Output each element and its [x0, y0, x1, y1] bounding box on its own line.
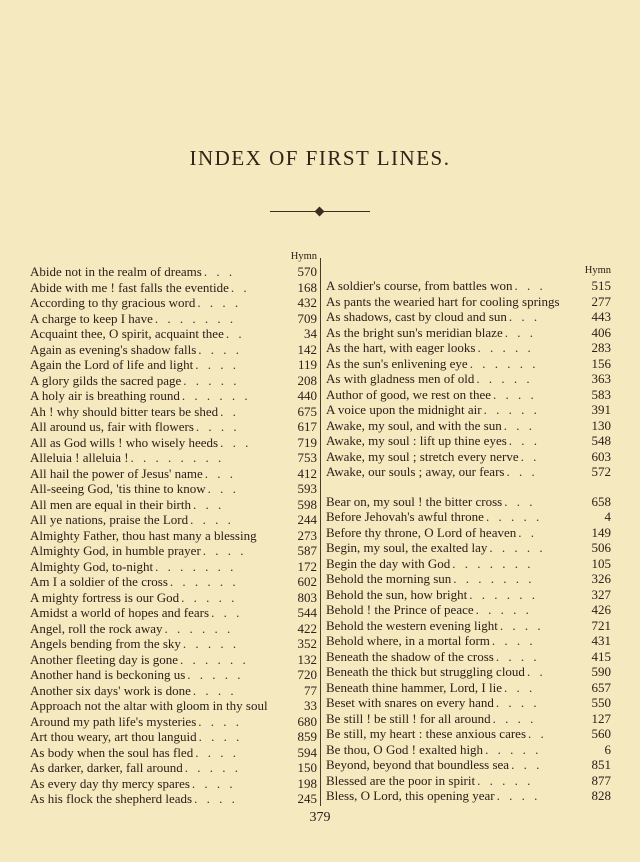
- first-line-text: A charge to keep I have: [30, 310, 153, 326]
- dot-leader: . . . . . . .: [154, 310, 237, 326]
- index-entry: [30, 760, 317, 776]
- first-line-text: As body when the soul has fled: [30, 744, 194, 760]
- dot-leader: . . . . .: [184, 760, 241, 775]
- first-line-text: All as God wills ! who wisely heeds: [30, 434, 219, 450]
- dot-leader: . . . .: [491, 633, 536, 648]
- first-line-text: Beset with snares on every hand: [326, 695, 494, 710]
- first-line-text: Around my path life's mysteries: [30, 713, 197, 729]
- index-entry: [326, 742, 611, 758]
- first-line-text: A soldier's course, from battles won: [326, 278, 513, 293]
- hymn-number: 363: [591, 371, 611, 386]
- first-line-text: Blessed are the poor in spirit: [326, 772, 476, 788]
- hymn-number: 675: [297, 403, 317, 419]
- index-entry: [30, 342, 317, 358]
- first-line-text: Before thy throne, O Lord of heaven: [326, 524, 517, 540]
- dot-leader: . . . .: [493, 386, 537, 402]
- hymn-number: 550: [591, 695, 611, 710]
- index-entry: [30, 435, 317, 451]
- dot-leader: . . . .: [194, 791, 238, 806]
- hymn-number: 127: [591, 710, 611, 726]
- hymn-number: 570: [297, 264, 317, 279]
- hymn-column-label-right: Hymn: [584, 265, 611, 276]
- index-entry: [326, 788, 611, 804]
- hymn-number: 720: [297, 667, 317, 682]
- first-line-text: Again the Lord of life and light: [30, 357, 194, 372]
- first-line-text: Behold the sun, how bright: [326, 586, 468, 602]
- first-line-text: As darker, darker, fall around: [30, 760, 183, 775]
- first-line-text: Another six days' work is done: [30, 682, 191, 698]
- hymn-number: 719: [297, 434, 317, 450]
- index-entry: [326, 309, 611, 325]
- hymn-number: 709: [297, 310, 317, 326]
- first-line-text: All around us, fair with flowers: [30, 419, 194, 434]
- first-line-text: Almighty God, in humble prayer: [30, 543, 201, 558]
- title-rule-ornament: [315, 207, 325, 217]
- first-line-text: All men are equal in their birth: [30, 496, 192, 512]
- hymn-number: 515: [591, 278, 611, 293]
- dot-leader: . . . .: [195, 744, 239, 760]
- index-entry: [30, 559, 317, 575]
- hymn-column-label: [326, 250, 611, 264]
- dot-leader: . . . . .: [181, 589, 238, 605]
- index-entry: [326, 418, 611, 434]
- hymn-number: 851: [591, 757, 611, 772]
- dot-leader: . . .: [193, 496, 225, 512]
- index-entry: [326, 711, 611, 727]
- first-line-text: Begin the day with God: [326, 555, 451, 571]
- dot-leader: . . . . . .: [164, 620, 234, 636]
- section-gap: [326, 480, 611, 494]
- index-entry: [326, 433, 611, 449]
- dot-leader: . . . .: [195, 419, 240, 434]
- index-entry: [30, 264, 317, 280]
- hymn-number: 33: [304, 698, 317, 713]
- dot-leader: . . . . . .: [469, 586, 538, 602]
- hymn-number: 391: [591, 402, 611, 417]
- dot-leader: . . . .: [198, 713, 243, 729]
- hymn-number: 352: [297, 636, 317, 651]
- index-entry: [30, 636, 317, 652]
- first-line-text: Angels bending from the sky: [30, 636, 181, 651]
- hymn-number: 594: [297, 744, 317, 760]
- first-line-text: A mighty fortress is our God: [30, 589, 180, 605]
- index-entry: [30, 357, 317, 373]
- index-entry: [30, 512, 317, 528]
- index-entry: [326, 633, 611, 649]
- index-entry: [326, 356, 611, 372]
- dot-leader: . . .: [504, 679, 536, 695]
- hymn-number: 572: [591, 464, 611, 479]
- first-line-text: Beneath thine hammer, Lord, I lie: [326, 679, 503, 695]
- first-line-text: Behold where, in a mortal form: [326, 633, 490, 648]
- first-line-text: Before Jehovah's awful throne: [326, 509, 484, 524]
- hymn-number: 244: [297, 512, 317, 527]
- dot-leader: . . . .: [192, 682, 237, 698]
- hymn-number: 593: [297, 481, 317, 496]
- hymn-number: 34: [304, 326, 317, 341]
- first-line-text: Angel, roll the rock away: [30, 620, 163, 636]
- index-entry: [30, 404, 317, 420]
- hymn-number: 803: [297, 589, 317, 605]
- hymn-number: 4: [604, 509, 611, 524]
- column-divider: [320, 258, 321, 806]
- dot-leader: . . . .: [495, 648, 540, 664]
- index-entry: [30, 621, 317, 637]
- dot-leader: . . . . .: [485, 741, 542, 757]
- index-entry: [30, 745, 317, 761]
- dot-leader: . . . . .: [485, 509, 543, 524]
- hymn-number: 877: [591, 772, 611, 788]
- dot-leader: . . . . .: [489, 540, 546, 555]
- hymn-number: 431: [591, 633, 611, 648]
- first-line-text: Behold the western evening light: [326, 617, 498, 633]
- first-line-text: Be still ! be still ! for all around: [326, 710, 491, 726]
- hymn-number: 598: [297, 496, 317, 512]
- dot-leader: . . . .: [198, 341, 243, 357]
- dot-leader: . . . .: [495, 695, 540, 710]
- index-entry: [30, 528, 317, 544]
- hymn-number: 658: [591, 493, 611, 509]
- dot-leader: . . .: [203, 264, 236, 279]
- index-entry: [30, 295, 317, 311]
- dot-leader: . . . .: [191, 775, 236, 791]
- hymn-number: 753: [297, 450, 317, 465]
- hymn-number: 149: [591, 524, 611, 540]
- index-entry: [30, 326, 317, 342]
- dot-leader: . . .: [504, 493, 536, 509]
- first-line-text: Author of good, we rest on thee: [326, 386, 491, 402]
- dot-leader: . . .: [204, 465, 236, 481]
- index-entry: [326, 618, 611, 634]
- hymn-number: 590: [591, 664, 611, 679]
- left-index-list: [30, 264, 317, 807]
- index-entry: [326, 540, 611, 556]
- first-line-text: Am I a soldier of the cross: [30, 574, 168, 589]
- first-line-text: Ah ! why should bitter tears be shed: [30, 403, 219, 419]
- hymn-number: 245: [297, 791, 317, 806]
- index-entry: [326, 294, 611, 310]
- dot-leader: . . . . . .: [469, 355, 539, 371]
- index-entry: [30, 388, 317, 404]
- dot-leader: . . .: [207, 481, 239, 496]
- hymn-number: 859: [297, 729, 317, 744]
- dot-leader: . .: [528, 726, 547, 741]
- first-line-text: As pants the wearied hart for cooling springs: [326, 293, 560, 309]
- first-line-text: Amidst a world of hopes and fears: [30, 605, 210, 620]
- dot-leader: . . . . .: [477, 772, 534, 788]
- first-line-text: Beneath the shadow of the cross: [326, 648, 494, 664]
- page-number: 379: [309, 810, 331, 825]
- dot-leader: . . . . . . .: [452, 555, 534, 571]
- hymn-number: 721: [591, 617, 611, 633]
- index-entry: [30, 280, 317, 296]
- first-line-text: Be still, my heart : these anxious cares: [326, 726, 527, 741]
- hymn-number: 412: [297, 465, 317, 481]
- index-entry: [326, 695, 611, 711]
- index-entry: [30, 714, 317, 730]
- index-entry: [30, 497, 317, 513]
- index-entry: [30, 605, 317, 621]
- first-line-text: Acquaint thee, O spirit, acquaint thee: [30, 326, 224, 341]
- first-line-text: Art thou weary, art thou languid: [30, 729, 197, 744]
- dot-leader: . .: [518, 524, 537, 540]
- index-entry: [326, 494, 611, 510]
- first-line-text: As shadows, cast by cloud and sun: [326, 309, 507, 324]
- hymn-number: 657: [591, 679, 611, 695]
- first-line-text: As the bright sun's meridian blaze: [326, 324, 503, 340]
- dot-leader: . . .: [211, 605, 243, 620]
- hymn-number: 544: [297, 605, 317, 620]
- index-entry: [30, 683, 317, 699]
- first-line-text: Another hand is beckoning us: [30, 667, 186, 682]
- index-entry: [326, 387, 611, 403]
- first-line-text: Be thou, O God ! exalted high: [326, 741, 484, 757]
- left-column: [30, 250, 317, 807]
- hymn-number: 583: [591, 386, 611, 402]
- first-line-text: Abide not in the realm of dreams: [30, 264, 202, 279]
- dot-leader: . .: [520, 448, 540, 464]
- first-line-text: As with gladness men of old: [326, 371, 475, 386]
- hymn-number: 560: [591, 726, 611, 741]
- right-index-list-b: [326, 494, 611, 804]
- first-line-text: Bless, O Lord, this opening year: [326, 788, 495, 803]
- dot-leader: . . . .: [202, 543, 247, 558]
- dot-leader: . . .: [511, 757, 543, 772]
- hymn-number: 327: [591, 586, 611, 602]
- dot-leader: . . . .: [198, 729, 243, 744]
- index-entry: [326, 726, 611, 742]
- dot-leader: . .: [225, 326, 245, 341]
- hymn-number: 6: [604, 741, 611, 757]
- first-line-text: Again as evening's shadow falls: [30, 341, 197, 357]
- first-line-text: Bear on, my soul ! the bitter cross: [326, 493, 503, 509]
- hymn-number: 602: [297, 574, 317, 589]
- page-title: INDEX OF FIRST LINES.: [189, 146, 451, 170]
- hymn-number: 548: [591, 433, 611, 448]
- index-entry: [326, 509, 611, 525]
- first-line-text: Awake, our souls ; away, our fears: [326, 464, 505, 479]
- first-line-text: As the hart, with eager looks: [326, 340, 476, 355]
- index-entry: [326, 649, 611, 665]
- index-entry: [326, 402, 611, 418]
- index-entry: [30, 590, 317, 606]
- dot-leader: . . . . . .: [169, 574, 239, 589]
- dot-leader: . . . . .: [476, 371, 533, 386]
- first-line-text: A holy air is breathing round: [30, 388, 180, 403]
- dot-leader: . . . .: [195, 357, 239, 372]
- hymn-number: 617: [297, 419, 317, 434]
- first-line-text: Behold the morning sun: [326, 571, 452, 586]
- first-line-text: Awake, my soul ; stretch every nerve: [326, 448, 519, 464]
- hymn-number: 168: [297, 279, 317, 295]
- index-entry: [326, 525, 611, 541]
- hymn-number: 828: [591, 788, 611, 803]
- index-entry: [30, 543, 317, 559]
- dot-leader: . . . . .: [477, 340, 534, 355]
- dot-leader: . .: [230, 279, 250, 295]
- first-line-text: As every day thy mercy spares: [30, 775, 190, 791]
- index-entry: [326, 340, 611, 356]
- dot-leader: . . . . . . .: [155, 558, 237, 574]
- dot-leader: . . . . .: [483, 402, 540, 417]
- hymn-number: 283: [591, 340, 611, 355]
- first-line-text: As the sun's enlivening eye: [326, 355, 468, 371]
- dot-leader: . . . . . .: [180, 651, 249, 667]
- index-entry: [326, 371, 611, 387]
- first-line-text: All hail the power of Jesus' name: [30, 465, 203, 481]
- dot-leader: . . . . .: [182, 636, 240, 651]
- index-entry: [30, 698, 317, 714]
- dot-leader: . . . . .: [475, 602, 532, 617]
- right-column: [326, 250, 611, 804]
- dot-leader: . . .: [508, 309, 541, 324]
- hymn-number: 415: [591, 648, 611, 664]
- hymn-number: 132: [297, 651, 317, 667]
- hymn-number: 440: [297, 388, 317, 403]
- dot-leader: . . .: [514, 278, 546, 293]
- hymn-number: 172: [297, 558, 317, 574]
- index-entry: [30, 776, 317, 792]
- index-entry: [326, 464, 611, 480]
- hymn-column-label: Hymn: [290, 251, 317, 262]
- first-line-text: Behold ! the Prince of peace: [326, 602, 474, 617]
- index-entry: [30, 481, 317, 497]
- first-line-text: A voice upon the midnight air: [326, 402, 482, 417]
- first-line-text: Awake, my soul, and with the sun: [326, 417, 502, 433]
- first-line-text: Awake, my soul : lift up thine eyes: [326, 433, 507, 448]
- hymn-number: 277: [591, 293, 611, 309]
- first-line-text: According to thy gracious word: [30, 295, 196, 310]
- hymn-number: 432: [297, 295, 317, 310]
- index-entry: [326, 680, 611, 696]
- hymn-number: 680: [297, 713, 317, 729]
- hymn-number: 422: [297, 620, 317, 636]
- hymn-number: 406: [591, 324, 611, 340]
- dot-leader: . . . . . . . .: [130, 450, 225, 465]
- dot-leader: . . . .: [190, 512, 234, 527]
- hymn-number: 130: [591, 417, 611, 433]
- index-entry: [326, 587, 611, 603]
- dot-leader: . . .: [506, 464, 538, 479]
- first-line-text: Abide with me ! fast falls the eventide: [30, 279, 229, 295]
- hymn-number: 150: [297, 760, 317, 775]
- index-entry: [30, 419, 317, 435]
- hymn-number: 273: [297, 527, 317, 543]
- index-entry: [30, 729, 317, 745]
- dot-leader: . . . . .: [183, 372, 240, 388]
- dot-leader: . . .: [220, 434, 252, 450]
- index-entry: [326, 278, 611, 294]
- dot-leader: . . . . . .: [181, 388, 251, 403]
- hymn-number: 77: [304, 682, 317, 698]
- first-line-text: Beneath the thick but struggling cloud: [326, 664, 525, 679]
- hymn-number: 443: [591, 309, 611, 324]
- hymn-number: 506: [591, 540, 611, 555]
- index-entry: [326, 556, 611, 572]
- dot-leader: . .: [526, 664, 546, 679]
- hymn-number: 156: [591, 355, 611, 371]
- index-entry: [326, 757, 611, 773]
- first-line-text: Almighty God, to-night: [30, 558, 154, 574]
- first-line-text: Approach not the altar with gloom in thy soul: [30, 698, 268, 713]
- hymn-number: 426: [591, 602, 611, 617]
- dot-leader: . . .: [503, 417, 535, 433]
- hymn-number: 198: [297, 775, 317, 791]
- first-line-text: As his flock the shepherd leads: [30, 791, 193, 806]
- first-line-text: Almighty Father, thou hast many a blessing: [30, 527, 257, 543]
- dot-leader: . . .: [508, 433, 541, 448]
- dot-leader: . . . .: [496, 788, 541, 803]
- index-entry: [30, 373, 317, 389]
- index-entry: [326, 773, 611, 789]
- first-line-text: Another fleeting day is gone: [30, 651, 179, 667]
- hymn-number: 587: [297, 543, 317, 558]
- first-line-text: A glory gilds the sacred page: [30, 372, 182, 388]
- hymn-number: 142: [297, 341, 317, 357]
- hymn-number: 119: [297, 357, 317, 372]
- index-entry: [326, 602, 611, 618]
- index-entry: [30, 311, 317, 327]
- dot-leader: . . . . . . .: [453, 571, 535, 586]
- index-entry: [326, 449, 611, 465]
- dot-leader: . . .: [504, 324, 536, 340]
- first-line-text: Begin, my soul, the exalted lay: [326, 540, 488, 555]
- dot-leader: . .: [220, 403, 239, 419]
- hymn-number: 105: [591, 555, 611, 571]
- dot-leader: . . . .: [499, 617, 544, 633]
- index-entry: [30, 466, 317, 482]
- index-entry: [30, 791, 317, 807]
- first-line-text: Beyond, beyond that boundless sea: [326, 757, 510, 772]
- hymn-number: 603: [591, 448, 611, 464]
- index-entry: [326, 664, 611, 680]
- dot-leader: . . . .: [197, 295, 242, 310]
- hymn-number: 326: [591, 571, 611, 586]
- index-entry: [326, 325, 611, 341]
- first-line-text: All-seeing God, 'tis thine to know: [30, 481, 206, 496]
- index-entry: [30, 450, 317, 466]
- right-index-list-a: [326, 278, 611, 480]
- index-entry: [30, 667, 317, 683]
- index-entry: [30, 652, 317, 668]
- index-entry: [30, 574, 317, 590]
- first-line-text: All ye nations, praise the Lord: [30, 512, 189, 527]
- first-line-text: Alleluia ! alleluia !: [30, 450, 129, 465]
- dot-leader: . . . .: [492, 710, 537, 726]
- index-entry: [326, 571, 611, 587]
- hymn-number: 208: [297, 372, 317, 388]
- dot-leader: . . . . .: [187, 667, 244, 682]
